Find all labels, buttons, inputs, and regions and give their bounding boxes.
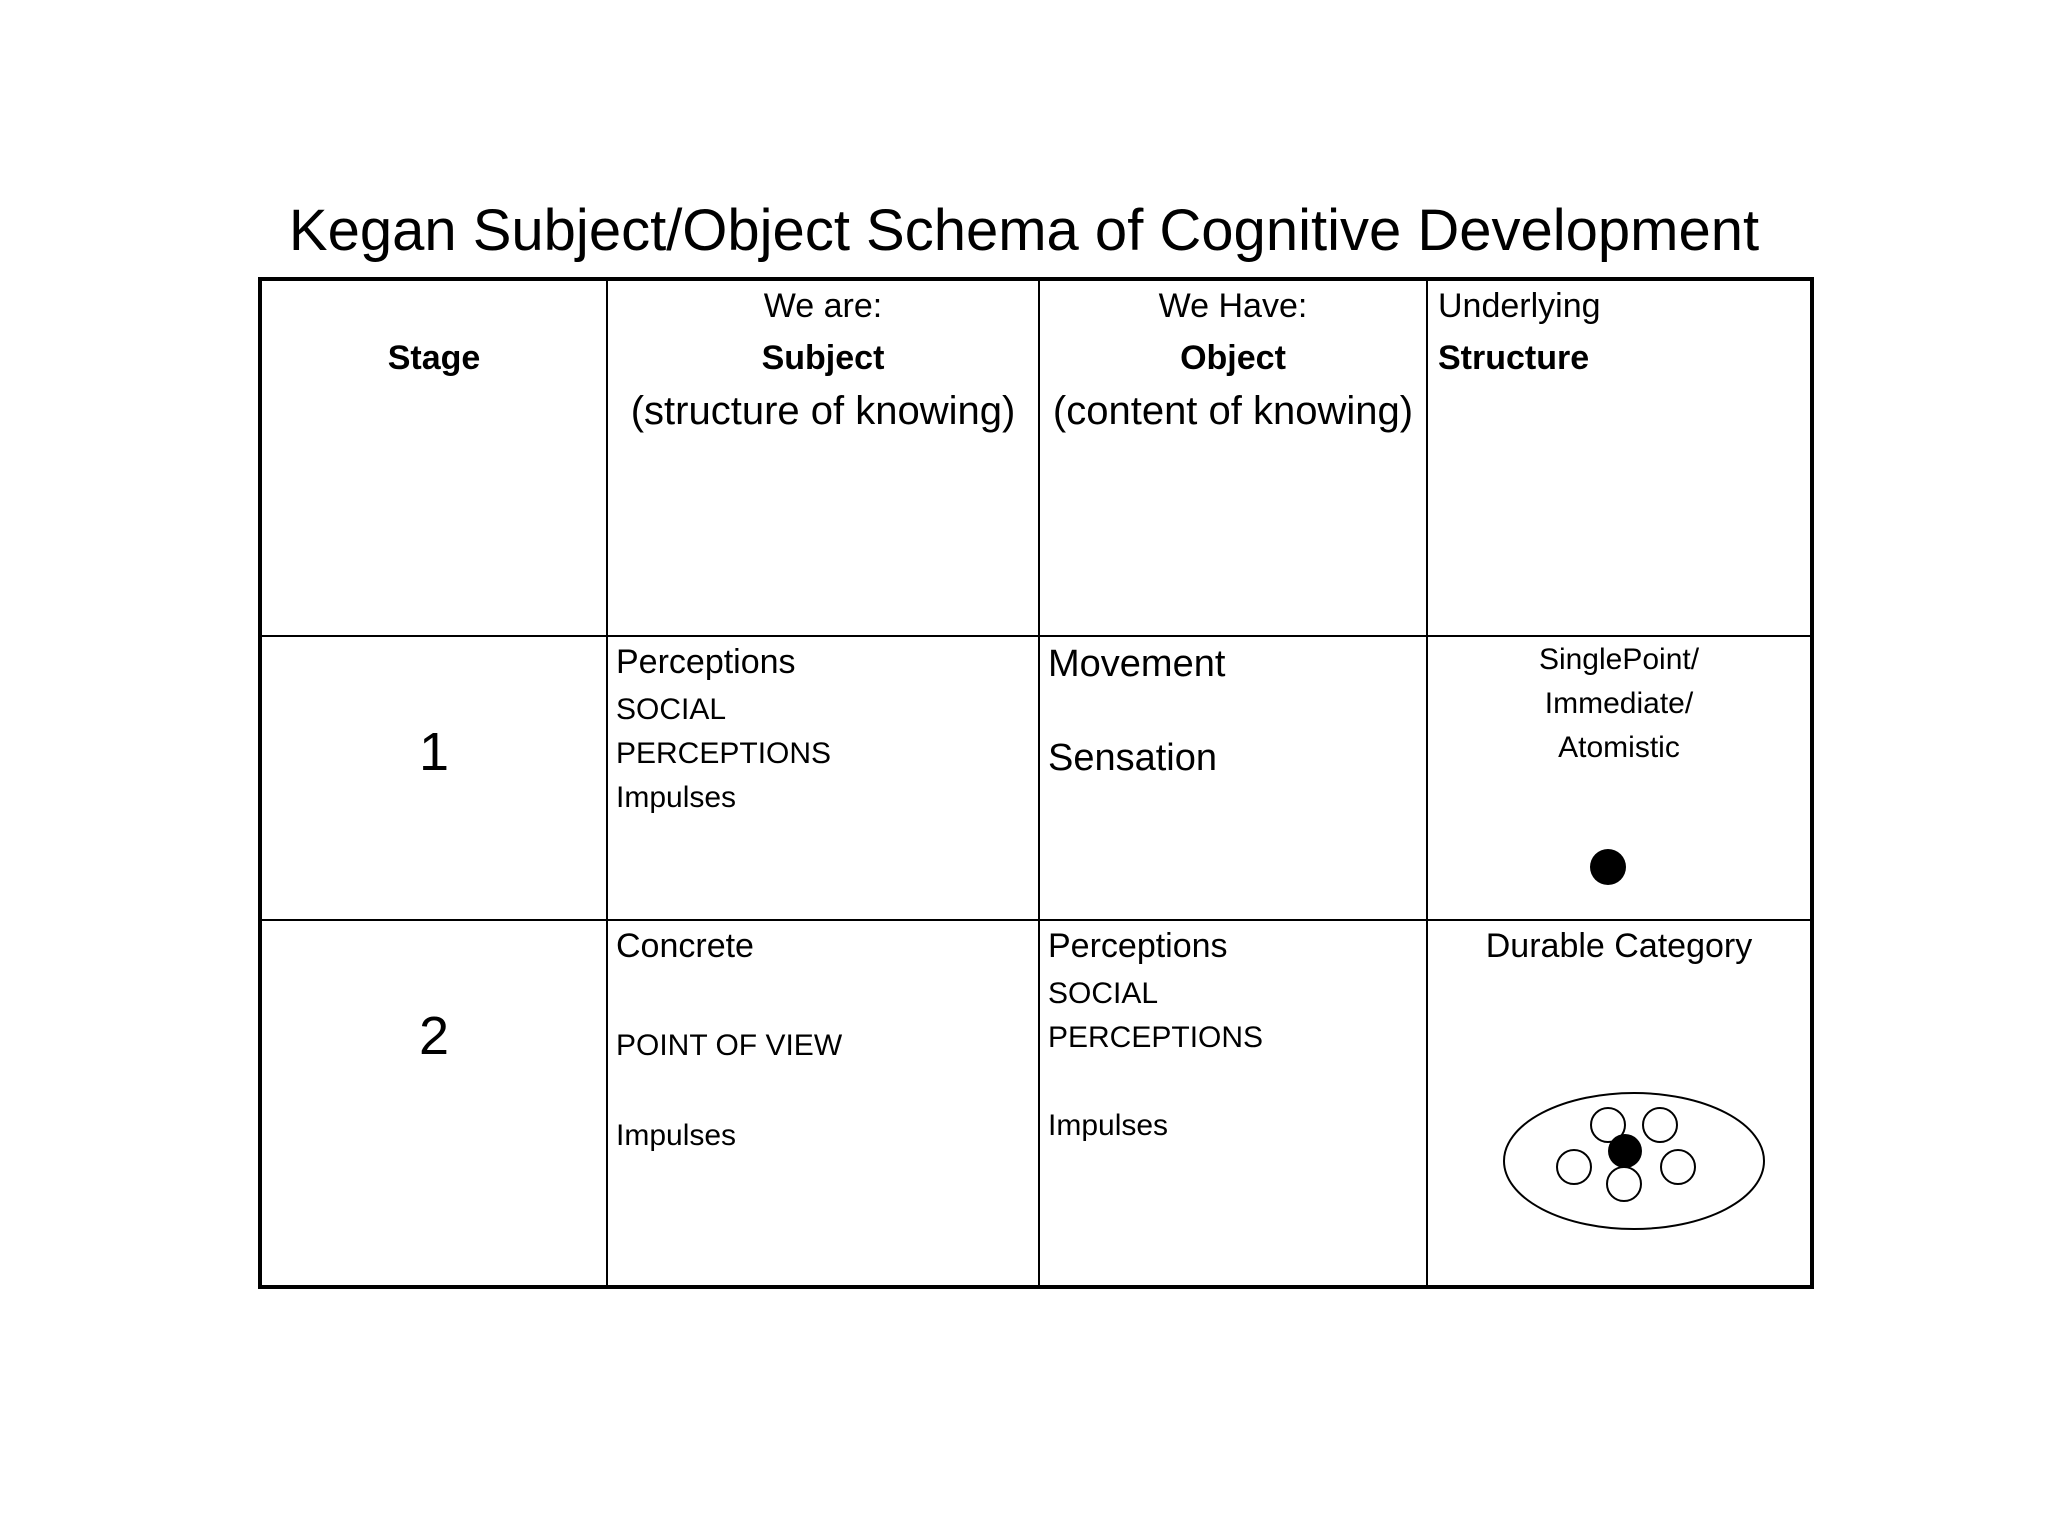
row1-subject-cell	[608, 637, 1038, 919]
header-subject-line3: (structure of knowing)	[630, 389, 1016, 433]
row2-object-line4: Impulses	[1048, 1109, 1169, 1142]
member-circle	[1557, 1150, 1591, 1184]
member-circle	[1607, 1167, 1641, 1201]
header-stage-label: Stage	[387, 339, 481, 377]
header-subject-cell	[608, 281, 1038, 635]
header-subject-line2: Subject	[761, 339, 885, 377]
row2-subject-line3: Impulses	[616, 1119, 737, 1152]
schema-table	[258, 277, 1814, 1289]
single-filled-point-icon	[1428, 637, 1810, 919]
row2-stage-cell	[262, 921, 606, 1285]
row2-stage-number: 2	[418, 1006, 450, 1066]
page-title: Kegan Subject/Object Schema of Cognitive Development	[288, 198, 1760, 263]
core-point	[1608, 1134, 1642, 1168]
row1-object-line1: Movement	[1048, 643, 1226, 685]
row2-object-cell	[1040, 921, 1426, 1285]
member-circle	[1643, 1108, 1677, 1142]
durable-category-ellipse-icon	[1428, 921, 1810, 1285]
header-stage-cell	[262, 281, 606, 635]
row2-object-line2: SOCIAL	[1048, 977, 1159, 1010]
header-object-line3: (content of knowing)	[1052, 389, 1414, 433]
row1-structure-line1: SinglePoint/	[1538, 643, 1700, 676]
row1-stage-number: 1	[418, 722, 450, 782]
header-subject-line1: We are:	[763, 287, 883, 325]
header-structure-line1: Underlying	[1438, 287, 1601, 325]
row2-structure-cell	[1428, 921, 1810, 1285]
row1-subject-line3: PERCEPTIONS	[616, 737, 832, 770]
row2-structure-line1: Durable Category	[1485, 927, 1753, 965]
row1-structure-cell	[1428, 637, 1810, 919]
row1-structure-line3: Atomistic	[1558, 731, 1680, 764]
row2-object-line1: Perceptions	[1048, 927, 1228, 965]
row1-subject-line1: Perceptions	[616, 643, 796, 681]
row1-structure-line2: Immediate/	[1544, 687, 1694, 720]
row1-object-cell	[1040, 637, 1426, 919]
member-circle	[1661, 1150, 1695, 1184]
header-object-line2: Object	[1180, 339, 1286, 377]
header-structure-cell	[1428, 281, 1810, 635]
header-structure-line2: Structure	[1438, 339, 1590, 377]
header-object-line1: We Have:	[1158, 287, 1308, 325]
row1-object-line2: Sensation	[1048, 737, 1218, 779]
header-object-cell	[1040, 281, 1426, 635]
row2-object-line3: PERCEPTIONS	[1048, 1021, 1264, 1054]
row2-subject-cell	[608, 921, 1038, 1285]
row1-stage-cell	[262, 637, 606, 919]
row1-subject-line4: Impulses	[616, 781, 737, 814]
row1-subject-line2: SOCIAL	[616, 693, 727, 726]
row2-subject-line1: Concrete	[616, 927, 754, 965]
row2-subject-line2: POINT OF VIEW	[616, 1029, 843, 1062]
